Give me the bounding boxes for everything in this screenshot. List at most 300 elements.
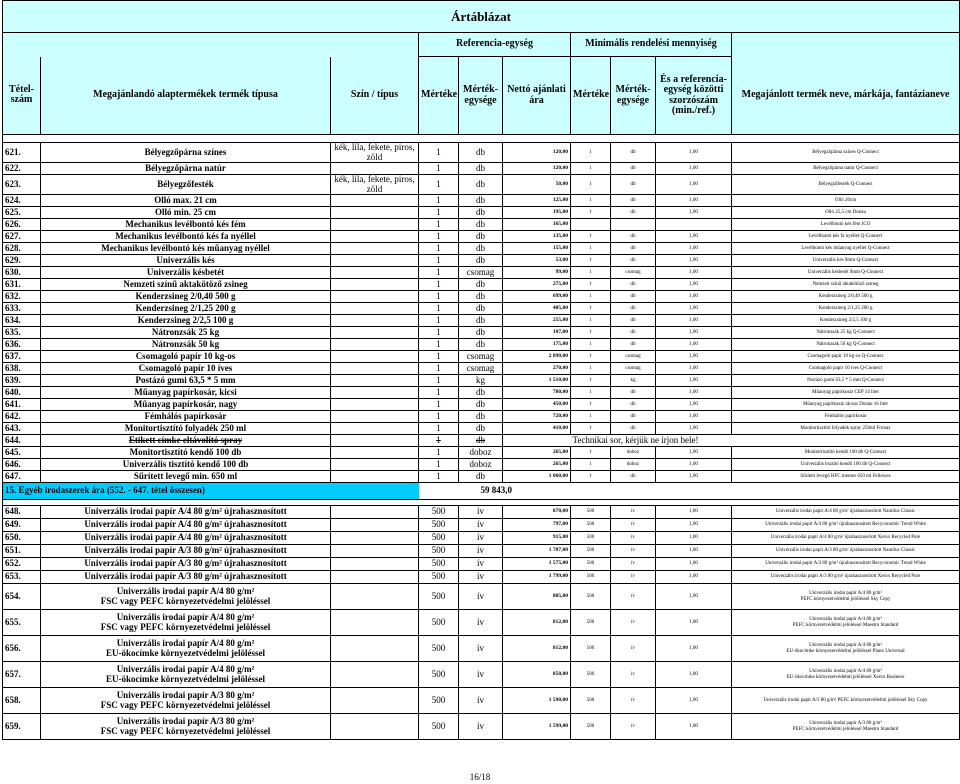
- product-type-line-2: FSC vagy PEFC környezetvédelmi jelöléssel: [100, 725, 271, 736]
- net-price: 265,00: [503, 447, 571, 459]
- color-type: [331, 327, 419, 339]
- product-type-name: Bélyegzőfesték: [41, 175, 331, 195]
- ref-size: 500: [419, 519, 459, 532]
- ratio: 1,00: [656, 519, 732, 532]
- ref-size: 1: [419, 243, 459, 255]
- net-price: 780,00: [503, 387, 571, 399]
- product-type-line-2: EU-ökocímke környezetvédelmi jelöléssel: [106, 647, 265, 658]
- table-row: [3, 447, 960, 459]
- ref-size: 1: [419, 195, 459, 207]
- min-size: 1: [571, 423, 611, 435]
- item-no: 625.: [3, 207, 41, 219]
- table-row: [3, 255, 960, 267]
- ratio: 1,00: [656, 387, 732, 399]
- ref-size: 500: [419, 532, 459, 545]
- table-row: [3, 571, 960, 584]
- ref-unit: doboz: [459, 459, 503, 471]
- min-size: [571, 219, 611, 231]
- header-blank-right: [732, 33, 960, 57]
- min-size: 1: [571, 315, 611, 327]
- ref-size: 1: [419, 143, 459, 163]
- net-price: 255,00: [503, 315, 571, 327]
- ref-size: 500: [419, 714, 459, 740]
- item-no: 648.: [3, 506, 41, 519]
- item-no: 656.: [3, 636, 41, 662]
- item-no: 659.: [3, 714, 41, 740]
- min-unit: kg: [611, 375, 656, 387]
- offered-product-line-1: Univerzális irodai papír A/3 80 g/m²: [809, 721, 882, 727]
- ref-unit: db: [459, 387, 503, 399]
- net-price: 1 707,00: [503, 545, 571, 558]
- product-type-line-1: Univerzális irodai papír A/4 80 g/m²: [116, 638, 255, 649]
- color-type: [331, 303, 419, 315]
- net-price: 53,00: [503, 255, 571, 267]
- min-size: 1: [571, 411, 611, 423]
- min-size: 1: [571, 231, 611, 243]
- spacer-row: [3, 135, 960, 143]
- min-unit: db: [611, 327, 656, 339]
- ratio: 1,00: [656, 279, 732, 291]
- ref-size: 1: [419, 327, 459, 339]
- min-size: 1: [571, 163, 611, 175]
- ratio: 1,00: [656, 339, 732, 351]
- product-type-name: Mechanikus levélbontó kés fa nyéllel: [41, 231, 331, 243]
- product-type-name: [41, 636, 331, 662]
- color-type: [331, 315, 419, 327]
- net-price: 1 510,00: [503, 375, 571, 387]
- net-price: 1 599,00: [503, 714, 571, 740]
- offered-product: Univerzális tisztító kendő 100 db Q-Connect: [732, 459, 960, 471]
- table-row: [3, 471, 960, 483]
- min-unit: db: [611, 339, 656, 351]
- product-type-line-2: FSC vagy PEFC környezetvédelmi jelöléssel: [100, 595, 271, 606]
- min-size: 1: [571, 339, 611, 351]
- ref-unit: db: [459, 231, 503, 243]
- offered-product: Csomagoló papír 10 íves Q-Connect: [732, 363, 960, 375]
- offered-product: Fémhálós papírkosár: [732, 411, 960, 423]
- table-row: [3, 195, 960, 207]
- color-type: [331, 363, 419, 375]
- product-type-name: Nátronzsák 50 kg: [41, 339, 331, 351]
- net-price: 265,00: [503, 459, 571, 471]
- product-type-line-1: Univerzális irodai papír A/3 80 g/m²: [116, 690, 255, 701]
- offered-product: Sűrített levegő HFC mentes 650 ml Fellowes: [732, 471, 960, 483]
- header-ratio: És a referencia-egység közötti szorzószám (min./ref.): [656, 57, 732, 135]
- offered-product: Olló 20cm: [732, 195, 960, 207]
- ref-size: 500: [419, 662, 459, 688]
- header-item-no: Tétel-szám: [3, 57, 41, 135]
- color-type: [331, 558, 419, 571]
- offered-product-line-1: Univerzális irodai papír A/4 80 g/m²: [809, 617, 882, 623]
- ratio: 1,00: [656, 459, 732, 471]
- ratio: 1,00: [656, 207, 732, 219]
- product-type-name: Univerzális irodai papír A/4 80 g/m² újrahasznosított: [41, 506, 331, 519]
- ref-unit: db: [459, 471, 503, 483]
- offered-product: Monitortisztító kendő 100 db Q-Connect: [732, 447, 960, 459]
- table-row: [3, 411, 960, 423]
- summary-value: 59 843,0: [419, 483, 960, 500]
- net-price: 275,00: [503, 279, 571, 291]
- table-row: [3, 387, 960, 399]
- product-type-name: Etikett címke eltávolító spray: [41, 435, 331, 447]
- ref-unit: ív: [459, 571, 503, 584]
- color-type: [331, 255, 419, 267]
- table-row: [3, 339, 960, 351]
- product-type-line-1: Univerzális irodai papír A/3 80 g/m²: [116, 716, 255, 727]
- offered-product-line-2: PEFC környezetvédelmi jelöléssel Maestro Standard: [792, 622, 899, 628]
- product-type-name: Nátronzsák 25 kg: [41, 327, 331, 339]
- ref-size: 1: [419, 351, 459, 363]
- product-type-name: Univerzális tisztító kendő 100 db: [41, 459, 331, 471]
- ratio: 1,00: [656, 399, 732, 411]
- min-size: 500: [571, 506, 611, 519]
- net-price: 165,00: [503, 219, 571, 231]
- ratio: 1,00: [656, 163, 732, 175]
- min-unit: db: [611, 399, 656, 411]
- header-min-order: Minimális rendelési mennyiség: [571, 33, 732, 57]
- net-price: 485,00: [503, 303, 571, 315]
- offered-product: Bélyegzőpárna natúr Q-Connect: [732, 163, 960, 175]
- page-number: 16/18: [469, 772, 491, 782]
- ref-unit: db: [459, 327, 503, 339]
- ref-unit: db: [459, 423, 503, 435]
- ref-size: 1: [419, 231, 459, 243]
- offered-product: Monitortisztító folyadék spray 250ml Fornax: [732, 423, 960, 435]
- min-size: 1: [571, 267, 611, 279]
- net-price: 107,00: [503, 327, 571, 339]
- min-unit: db: [611, 231, 656, 243]
- min-size: 1: [571, 471, 611, 483]
- product-type-name: Bélyegzőpárna színes: [41, 143, 331, 163]
- color-type: [331, 163, 419, 175]
- ratio: 1,00: [656, 584, 732, 610]
- product-type-line-2: FSC vagy PEFC környezetvédelmi jelöléssel: [100, 699, 271, 710]
- product-type-name: [41, 610, 331, 636]
- min-unit: db: [611, 175, 656, 195]
- item-no: 645.: [3, 447, 41, 459]
- product-type-name: Olló min. 25 cm: [41, 207, 331, 219]
- table-row: [3, 243, 960, 255]
- item-no: 632.: [3, 291, 41, 303]
- header-ref-unit: Referencia-egység: [419, 33, 571, 57]
- ref-size: 500: [419, 610, 459, 636]
- ref-size: 1: [419, 363, 459, 375]
- product-type-line-1: Univerzális irodai papír A/4 80 g/m²: [116, 664, 255, 675]
- product-type-name: [41, 662, 331, 688]
- offered-product: Univerzális irodai papír A/4 80 g/m² újrahasznosított Nautilus Classic: [732, 506, 960, 519]
- item-no: 650.: [3, 532, 41, 545]
- net-price: 175,00: [503, 339, 571, 351]
- color-type: [331, 459, 419, 471]
- net-price: 812,00: [503, 636, 571, 662]
- item-no: 654.: [3, 584, 41, 610]
- min-size: 1: [571, 375, 611, 387]
- net-price: 270,00: [503, 363, 571, 375]
- product-type-name: Bélyegzőpárna natúr: [41, 163, 331, 175]
- min-size: 1: [571, 175, 611, 195]
- ratio: [656, 219, 732, 231]
- offered-product-line-2: EU-ökocímke környezetvédelmi jelöléssel Xerox Business: [786, 674, 905, 680]
- product-type-name: Mechanikus levélbontó kés műanyag nyéllel: [41, 243, 331, 255]
- item-no: 622.: [3, 163, 41, 175]
- min-unit: db: [611, 279, 656, 291]
- product-type-name: Kenderzsineg 2/0,40 500 g: [41, 291, 331, 303]
- offered-product: [732, 610, 960, 636]
- min-unit: ív: [611, 519, 656, 532]
- ratio: 1,00: [656, 610, 732, 636]
- product-type-name: Monitortisztító kendő 100 db: [41, 447, 331, 459]
- min-unit: ív: [611, 688, 656, 714]
- ratio: 1,00: [656, 375, 732, 387]
- header-unit: Mérték-egysége: [459, 57, 503, 135]
- offered-product: [732, 662, 960, 688]
- net-price: 450,00: [503, 399, 571, 411]
- min-unit: db: [611, 207, 656, 219]
- header-size: Mértéke: [419, 57, 459, 135]
- offered-product: [732, 636, 960, 662]
- net-price: 1 575,00: [503, 558, 571, 571]
- offered-product: [732, 584, 960, 610]
- min-unit: db: [611, 471, 656, 483]
- offered-product: Univerzális irodai papír A/4 80 g/m² újrahasznosított Recyconomic Trend White: [732, 519, 960, 532]
- color-type: [331, 387, 419, 399]
- table-row: [3, 375, 960, 387]
- table-row: [3, 267, 960, 279]
- min-size: 500: [571, 558, 611, 571]
- ref-size: 1: [419, 207, 459, 219]
- table-row: [3, 315, 960, 327]
- color-type: kék, lila, fekete, piros, zöld: [331, 175, 419, 195]
- min-size: 1: [571, 447, 611, 459]
- product-type-name: Műanyag papírkosár, kicsi: [41, 387, 331, 399]
- product-type-name: [41, 688, 331, 714]
- offered-product-line-1: Univerzális irodai papír A/4 80 g/m²: [809, 669, 882, 675]
- table-row: [3, 636, 960, 662]
- table-row: [3, 175, 960, 195]
- net-price: 1 590,00: [503, 688, 571, 714]
- ratio: 1,00: [656, 532, 732, 545]
- table-row: [3, 399, 960, 411]
- table-row: [3, 558, 960, 571]
- net-price: 410,00: [503, 423, 571, 435]
- min-size: 1: [571, 387, 611, 399]
- ratio: 1,00: [656, 363, 732, 375]
- table-row: [3, 207, 960, 219]
- table-row: [3, 143, 960, 163]
- ref-unit: ív: [459, 714, 503, 740]
- color-type: [331, 435, 419, 447]
- min-unit: ív: [611, 571, 656, 584]
- ref-unit: db: [459, 291, 503, 303]
- net-price: 120,00: [503, 163, 571, 175]
- min-size: 1: [571, 291, 611, 303]
- min-unit: ív: [611, 662, 656, 688]
- min-unit: db: [611, 315, 656, 327]
- ref-unit: ív: [459, 558, 503, 571]
- min-size: 1: [571, 459, 611, 471]
- min-size: 1: [571, 279, 611, 291]
- min-size: 500: [571, 610, 611, 636]
- min-unit: db: [611, 411, 656, 423]
- min-size: 500: [571, 532, 611, 545]
- ref-unit: db: [459, 219, 503, 231]
- min-unit: csomag: [611, 267, 656, 279]
- color-type: [331, 411, 419, 423]
- offered-product-line-1: Univerzális irodai papír A/4 80 g/m²: [809, 643, 882, 649]
- item-no: 651.: [3, 545, 41, 558]
- header-product-type: Megajánlandó alaptermékek termék típusa: [41, 57, 331, 135]
- product-type-name: [41, 714, 331, 740]
- item-no: 631.: [3, 279, 41, 291]
- ratio: 1,00: [656, 411, 732, 423]
- min-size: 500: [571, 714, 611, 740]
- min-unit: doboz: [611, 447, 656, 459]
- min-size: 500: [571, 688, 611, 714]
- item-no: 658.: [3, 688, 41, 714]
- offered-product: [732, 688, 960, 714]
- item-no: 643.: [3, 423, 41, 435]
- product-type-line-1: Univerzális irodai papír A/4 80 g/m²: [116, 586, 255, 597]
- offered-product: Kenderzsineg 2/2,5 100 g: [732, 315, 960, 327]
- color-type: kék, lila, fekete, piros, zöld: [331, 143, 419, 163]
- ref-unit: db: [459, 339, 503, 351]
- min-size: 1: [571, 207, 611, 219]
- product-type-name: Univerzális kés: [41, 255, 331, 267]
- ratio: 1,00: [656, 471, 732, 483]
- offered-product-line-1: Univerzális irodai papír A/3 80 g/m² PEFC környezetvédelmi jelöléssel Sky Copy: [763, 697, 928, 703]
- ref-size: 1: [419, 423, 459, 435]
- min-size: 1: [571, 195, 611, 207]
- ratio: 1,00: [656, 243, 732, 255]
- product-type-line-2: FSC vagy PEFC környezetvédelmi jelöléssel: [100, 621, 271, 632]
- net-price: 135,00: [503, 231, 571, 243]
- ref-unit: db: [459, 195, 503, 207]
- color-type: [331, 471, 419, 483]
- product-type-name: Univerzális késbetét: [41, 267, 331, 279]
- product-type-name: Postázó gumi 63,5 * 5 mm: [41, 375, 331, 387]
- price-table: [2, 0, 960, 740]
- ratio: 1,00: [656, 175, 732, 195]
- offered-product-line-1: Univerzális irodai papír A/4 80 g/m²: [809, 591, 882, 597]
- net-price: 120,00: [503, 143, 571, 163]
- net-price: 125,00: [503, 195, 571, 207]
- product-type-name: [41, 584, 331, 610]
- product-type-name: Univerzális irodai papír A/3 80 g/m² újrahasznosított: [41, 545, 331, 558]
- min-size: 1: [571, 255, 611, 267]
- min-unit: [611, 219, 656, 231]
- color-type: [331, 219, 419, 231]
- product-type-name: Kenderzsineg 2/2,5 100 g: [41, 315, 331, 327]
- table-row-technical: [3, 435, 960, 447]
- table-row: [3, 291, 960, 303]
- color-type: [331, 532, 419, 545]
- min-unit: db: [611, 303, 656, 315]
- ratio: 1,00: [656, 688, 732, 714]
- offered-product: Kenderzsineg 2/1,25 200 g: [732, 303, 960, 315]
- min-unit: ív: [611, 532, 656, 545]
- product-type-name: Fémhálós papírkosár: [41, 411, 331, 423]
- table-row: [3, 545, 960, 558]
- min-unit: db: [611, 291, 656, 303]
- product-type-name: Nemzeti színű aktakötöző zsineg: [41, 279, 331, 291]
- color-type: [331, 195, 419, 207]
- ratio: 1,00: [656, 315, 732, 327]
- ref-unit: db: [459, 175, 503, 195]
- item-no: 623.: [3, 175, 41, 195]
- ref-unit: ív: [459, 545, 503, 558]
- offered-product: Univerzális irodai papír A/3 80 g/m² újrahasznosított Nautilus Classic: [732, 545, 960, 558]
- color-type: [331, 519, 419, 532]
- net-price: 50,00: [503, 175, 571, 195]
- product-type-name: Csomagoló papír 10 íves: [41, 363, 331, 375]
- ratio: 1,00: [656, 291, 732, 303]
- offered-product-line-2: EU-ökocímke környezetvédelmi jelöléssel Plano Universal: [786, 648, 905, 654]
- header-min-size: Mértéke: [571, 57, 611, 135]
- ref-size: 1: [419, 387, 459, 399]
- ref-unit: ív: [459, 688, 503, 714]
- ref-unit: ív: [459, 610, 503, 636]
- ratio: 1,00: [656, 636, 732, 662]
- table-row: [3, 279, 960, 291]
- offered-product: [732, 714, 960, 740]
- min-unit: ív: [611, 714, 656, 740]
- net-price: 99,00: [503, 267, 571, 279]
- min-unit: db: [611, 423, 656, 435]
- ref-size: 500: [419, 558, 459, 571]
- offered-product: Műanyag papírkosár rácsos Donau 16 liter: [732, 399, 960, 411]
- color-type: [331, 207, 419, 219]
- header-offered-product: Megajánlott termék neve, márkája, fantázianeve: [732, 57, 960, 135]
- ref-unit: db: [459, 303, 503, 315]
- product-type-name: Csomagoló papír 10 kg-os: [41, 351, 331, 363]
- item-no: 640.: [3, 387, 41, 399]
- min-unit: doboz: [611, 459, 656, 471]
- color-type: [331, 279, 419, 291]
- offered-product: Nátronzsák 25 kg Q-Connect: [732, 327, 960, 339]
- offered-product-line-2: PEFC környezetvédelmi jelöléssel Sky Copy: [800, 596, 891, 602]
- offered-product-line-2: PEFC környezetvédelmi jelöléssel Maestro Standard: [792, 726, 899, 732]
- color-type: [331, 231, 419, 243]
- color-type: [331, 545, 419, 558]
- min-size: 1: [571, 143, 611, 163]
- ref-size: 500: [419, 545, 459, 558]
- item-no: 652.: [3, 558, 41, 571]
- min-size: 500: [571, 571, 611, 584]
- ratio: 1,00: [656, 255, 732, 267]
- ref-unit: db: [459, 163, 503, 175]
- item-no: 638.: [3, 363, 41, 375]
- color-type: [331, 584, 419, 610]
- item-no: 644.: [3, 435, 41, 447]
- table-row: [3, 506, 960, 519]
- min-unit: db: [611, 163, 656, 175]
- min-size: 1: [571, 303, 611, 315]
- ref-size: 1: [419, 399, 459, 411]
- ref-unit: db: [459, 143, 503, 163]
- ratio: 1,00: [656, 303, 732, 315]
- ratio: 1,00: [656, 571, 732, 584]
- offered-product: Univerzális irodai papír A/3 80 g/m² újrahasznosított Recyconomic Trend White: [732, 558, 960, 571]
- ref-unit: db: [459, 243, 503, 255]
- ref-unit: db: [459, 399, 503, 411]
- min-unit: csomag: [611, 363, 656, 375]
- min-unit: ív: [611, 506, 656, 519]
- net-price: 805,00: [503, 584, 571, 610]
- color-type: [331, 243, 419, 255]
- net-price: 870,00: [503, 506, 571, 519]
- offered-product: Olló 25,5 cm Donau: [732, 207, 960, 219]
- ref-unit: ív: [459, 636, 503, 662]
